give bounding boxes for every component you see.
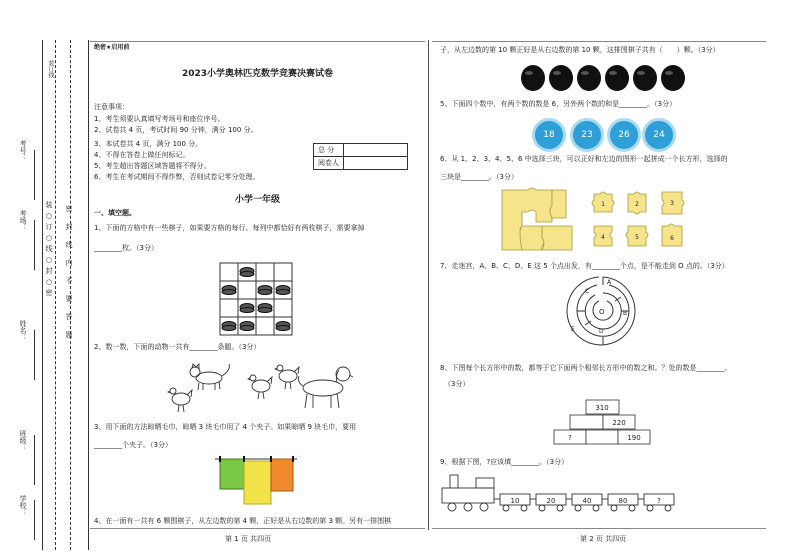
car-value: 20 <box>546 497 556 505</box>
page-divider <box>428 40 429 530</box>
puzzle-piece-6 <box>662 224 682 246</box>
maze-center-o: O <box>599 308 605 316</box>
right-bottom-rule <box>432 528 766 529</box>
note-6: 6、考生在考试期间不得作弊，否则试卷记零分处理。 <box>94 173 260 181</box>
page-1-footer: 第 1 页 共四页 <box>225 535 272 543</box>
svg-text:6: 6 <box>670 235 674 242</box>
q8-text: 8、下图每个长方形中的数，都等于它下面两个相邻长方形中的数之和。？处的数是________。 <box>440 364 732 372</box>
note-1: 1、考生须要认真填写考场号和座位序号。 <box>94 115 225 123</box>
puzzle-piece-5 <box>626 226 648 246</box>
go-stone <box>549 65 573 91</box>
svg-text:1: 1 <box>601 201 605 208</box>
maze-point-a: A <box>607 279 612 286</box>
q7-circular-maze <box>563 275 643 347</box>
q1-answer: ________枚。（3分） <box>94 244 158 252</box>
svg-text:2: 2 <box>635 201 639 208</box>
q6-answer: 三块是________。（3分） <box>440 173 518 181</box>
q4-continued: 子，从左边数的第 10 颗正好是从右边数的第 10 颗，这排围棋子共有（ ）颗。（3分） <box>440 46 720 54</box>
total-score-cell[interactable] <box>344 144 408 157</box>
car-value: 10 <box>510 497 520 505</box>
note-4: 4、不得在答卷上做任何标记。 <box>94 151 190 159</box>
score-table <box>313 143 408 170</box>
q8-number-pyramid <box>553 398 651 448</box>
puzzle-piece-1 <box>592 192 614 212</box>
grader-label: 阅卷人 <box>314 157 344 170</box>
go-stone <box>661 65 685 91</box>
total-score-label: 总 分 <box>314 144 344 157</box>
grader-cell[interactable] <box>344 157 408 170</box>
q4-text: 4、在一面有一共有 6 颗围棋子，从左边数的第 4 颗，正好是从右边数的第 3 颗。另有一排围棋 <box>94 517 392 525</box>
page-2-footer: 第 2 页 共四页 <box>580 535 627 543</box>
q5-text: 5、下面四个数中，有两个数的数是 6，另外两个数的和是________。（3分） <box>440 100 677 108</box>
grade-heading: 小学一年级 <box>234 195 280 205</box>
green-towel <box>220 459 244 489</box>
svg-text:3: 3 <box>670 200 674 207</box>
go-stone <box>521 65 545 91</box>
right-top-rule <box>432 41 766 42</box>
number-ball: 18 <box>532 118 566 152</box>
number-ball: 26 <box>607 118 641 152</box>
car-value: 80 <box>618 497 628 505</box>
go-stone <box>577 65 601 91</box>
q6-puzzle-figure <box>502 188 704 254</box>
q2-text: 2、数一数，下面的动物一共有________条腿。（3分） <box>94 343 261 351</box>
q9-train <box>442 475 710 515</box>
q3-answer: ________个夹子。（3分） <box>94 441 172 449</box>
pyramid-unknown-value: ? <box>568 434 572 442</box>
number-ball: 24 <box>642 118 676 152</box>
binding-mark: 装订线 <box>47 60 54 78</box>
cat-icon <box>190 364 229 390</box>
puzzle-board <box>502 188 572 250</box>
q3-text: 3、用下面的方法晾晒毛巾，晾晒 3 块毛巾用了 4 个夹子。如果晾晒 9 块毛巾，要用 <box>94 423 357 431</box>
binding-line-outer <box>42 40 43 550</box>
car-value: 40 <box>582 497 592 505</box>
maze-point-b: B <box>623 310 628 317</box>
pyramid-middle-value: 220 <box>612 419 626 427</box>
note-2: 2、试卷共 4 页，考试时间 90 分钟，满分 100 分。 <box>94 126 258 134</box>
q1-chess-grid <box>220 263 292 335</box>
q3-towels-illustration <box>215 455 297 507</box>
left-bottom-rule <box>90 528 425 529</box>
car-unknown-value: ? <box>657 497 661 505</box>
name-label: 姓名： <box>19 320 27 341</box>
q7-text: 7、走迷宫，A、B、C、D、E 这 5 个点出发，有________个点，是不能走到 O 点的。（3分） <box>440 262 729 270</box>
chicken-icon <box>168 388 192 412</box>
seal-warning: 密 封 线 内 不 要 答 题 <box>65 205 73 339</box>
section-heading: 一、填空题。 <box>94 209 136 217</box>
number-ball: 23 <box>570 118 604 152</box>
go-stone <box>633 65 657 91</box>
svg-text:5: 5 <box>635 234 639 241</box>
maze-point-c: C <box>585 288 590 295</box>
q8-score: （3分） <box>444 380 470 388</box>
exam-title: 2023小学奥林匹克数学竞赛决赛试卷 <box>181 69 334 79</box>
puzzle-piece-2 <box>628 192 646 214</box>
puzzle-piece-3 <box>662 192 684 214</box>
orange-towel <box>271 459 293 491</box>
yellow-towel <box>244 461 271 504</box>
maze-point-d: D <box>599 328 604 335</box>
class-label: 班级： <box>19 430 27 451</box>
confidential-mark: 绝密★启用前 <box>94 44 130 51</box>
note-3: 3、本试卷共 4 页，满分 100 分。 <box>94 140 203 148</box>
q6-text: 6、从 1、2、3、4、5、6 中选择三块，可以正好和左边的图形一起拼成一个长方形，选择的 <box>440 155 728 163</box>
q9-text: 9、根据下图，?应该填________。（3分） <box>440 458 569 466</box>
outer-marks: 装 ○ 订 ○ 线 ○ 封 ○ 密 <box>45 201 53 297</box>
pyramid-top-value: 310 <box>595 404 609 412</box>
locomotive-icon <box>442 475 494 511</box>
note-5: 5、考生超出答题区域答题将不得分。 <box>94 162 211 170</box>
chicken-icon <box>275 365 299 389</box>
svg-text:4: 4 <box>601 234 605 241</box>
pyramid-bottom-value: 190 <box>627 434 641 442</box>
puzzle-piece-4 <box>594 226 612 246</box>
maze-point-e: E <box>571 326 575 333</box>
room-no-label: 考场： <box>19 210 27 231</box>
binding-dashed-line <box>55 40 56 550</box>
margin-border <box>88 40 89 550</box>
q1-text: 1、下面的方格中有一些棋子，如果要方格的每行、每列中都恰好有两枚棋子，需要拿掉 <box>94 224 365 232</box>
q4-go-stones <box>520 64 690 92</box>
exam-no-label: 考号： <box>19 140 27 161</box>
school-label: 学校： <box>19 495 27 516</box>
chicken-icon <box>248 375 272 399</box>
q2-animals-illustration <box>165 362 355 414</box>
top-rule <box>90 41 425 42</box>
notes-title: 注意事项： <box>94 103 129 111</box>
dog-icon <box>299 367 354 408</box>
go-stone <box>605 65 629 91</box>
